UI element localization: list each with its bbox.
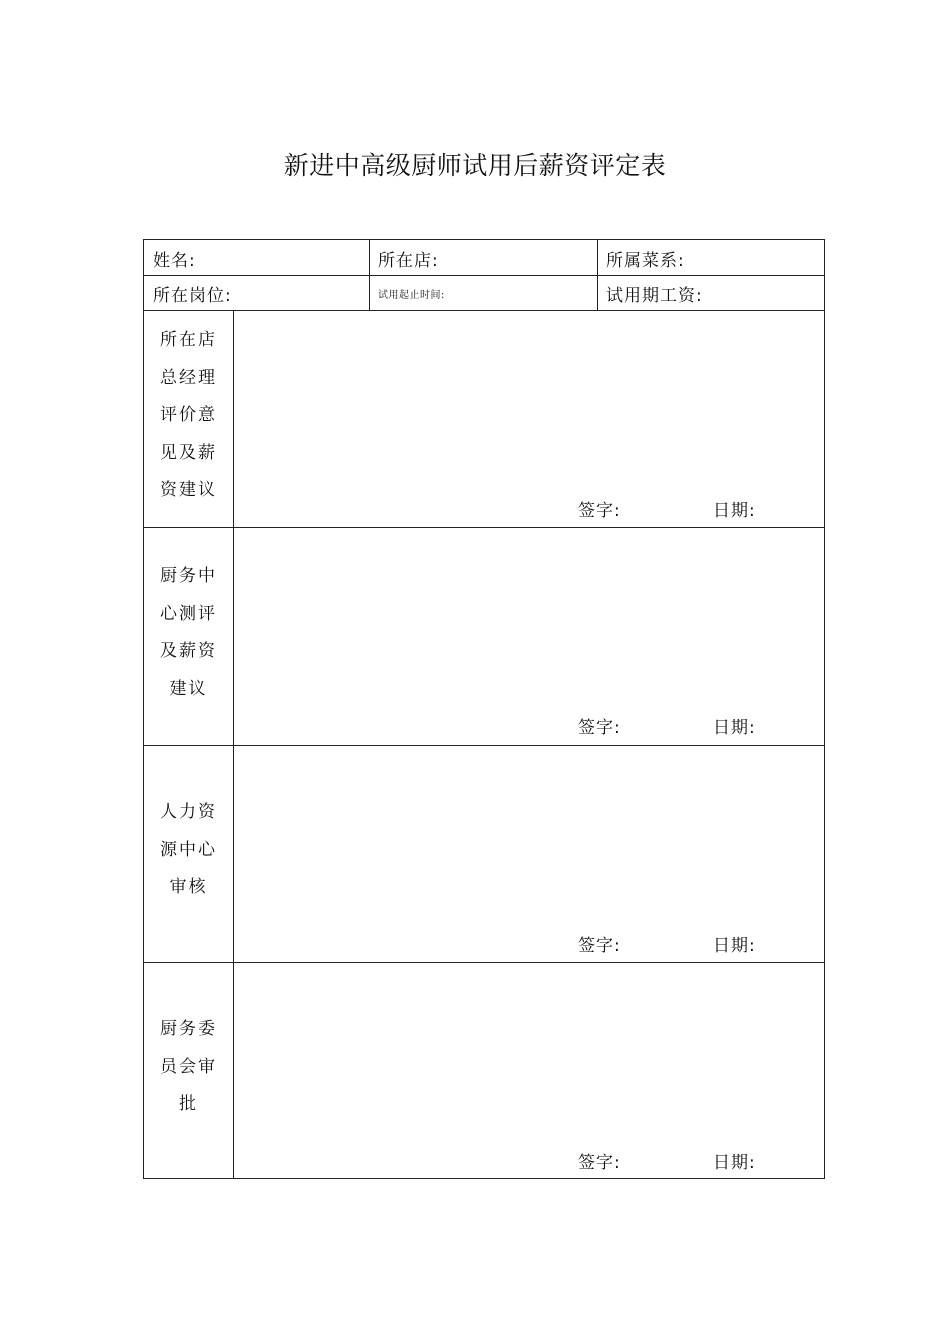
date-label: 日期: bbox=[713, 718, 756, 738]
trial-salary-field-label: 试用期工资: bbox=[606, 286, 703, 306]
row-divider bbox=[144, 310, 824, 311]
label-column-divider bbox=[233, 310, 234, 1178]
cuisine-field-label: 所属菜系: bbox=[606, 251, 685, 271]
signature-label: 签字: bbox=[578, 501, 621, 521]
section-label-kitchen-committee: 厨务委 员会审 批 bbox=[160, 1019, 217, 1114]
section-divider bbox=[144, 527, 824, 528]
position-field-label: 所在岗位: bbox=[153, 286, 232, 306]
form-title: 新进中高级厨师试用后薪资评定表 bbox=[283, 151, 667, 180]
section-label-kitchen-center: 厨务中 心测评 及薪资 建议 bbox=[160, 566, 217, 699]
section-label-store-manager: 所在店 总经理 评价意 见及薪 资建议 bbox=[160, 330, 217, 500]
date-label: 日期: bbox=[713, 501, 756, 521]
signature-label: 签字: bbox=[578, 1153, 621, 1173]
store-field-label: 所在店: bbox=[378, 251, 439, 271]
date-label: 日期: bbox=[713, 1153, 756, 1173]
evaluation-form bbox=[143, 239, 825, 1179]
date-label: 日期: bbox=[713, 936, 756, 956]
row-divider bbox=[144, 275, 824, 276]
section-label-hr-center: 人力资 源中心 审核 bbox=[160, 802, 217, 897]
trial-period-field-label: 试用起止时间: bbox=[378, 290, 445, 301]
name-field-label: 姓名: bbox=[153, 251, 196, 271]
column-divider bbox=[369, 240, 370, 310]
column-divider bbox=[597, 240, 598, 310]
signature-label: 签字: bbox=[578, 718, 621, 738]
section-divider bbox=[144, 745, 824, 746]
signature-label: 签字: bbox=[578, 936, 621, 956]
section-divider bbox=[144, 962, 824, 963]
